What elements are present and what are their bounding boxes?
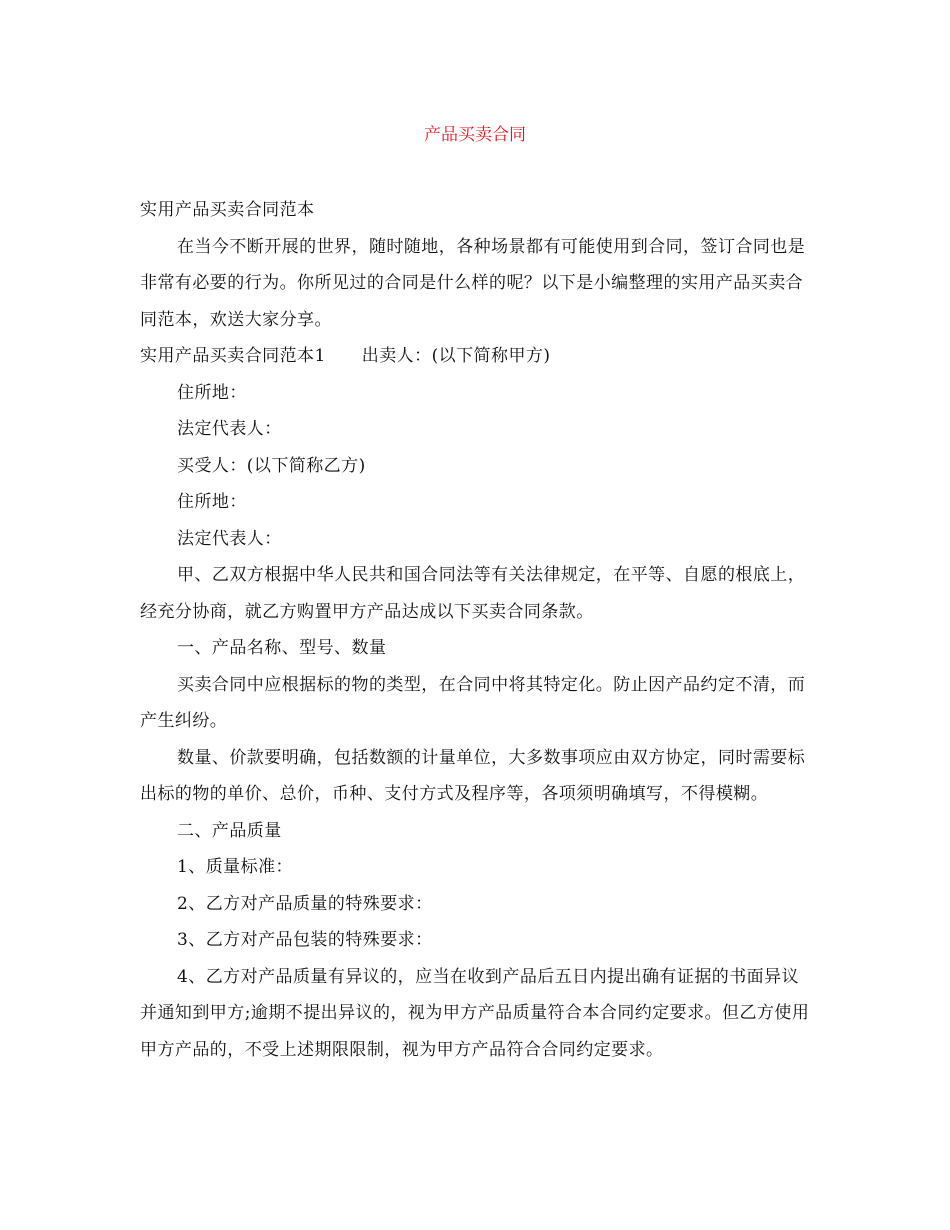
sample-heading-line — [140, 338, 812, 375]
intro-paragraph: 在当今不断开展的世界，随时随地，各种场景都有可能使用到合同，签订合同也是非常有必要的行为。你所见过的合同是什么样的呢？以下是小编整理的实用产品买卖合同范本，欢送大家分享。 — [140, 236, 806, 330]
buyer-label: 买受人：(以下简称乙方) — [177, 455, 366, 476]
seller-representative: 法定代表人： — [177, 419, 282, 439]
section-1-paragraph-2: 数量、价款要明确，包括数额的计量单位，大多数事项应由双方协定，同时需要标出标的物的单价、总价，币种、支付方式及程序等，各项须明确填写，不得模糊。 — [140, 747, 806, 804]
section-2-item-2: 2、乙方对产品质量的特殊要求： — [177, 893, 433, 914]
buyer-representative: 法定代表人： — [177, 528, 282, 549]
preamble-paragraph: 甲、乙双方根据中华人民共和国合同法等有关法律规定，在平等、自愿的根底上，经充分协商，就乙方购置甲方产品达成以下买卖合同条款。 — [140, 565, 806, 622]
section-2-item-1: 1、质量标准： — [177, 857, 293, 877]
document-body — [140, 192, 812, 1068]
sample-heading: 实用产品买卖合同范本1 — [140, 346, 326, 366]
section-1-paragraph-1: 买卖合同中应根据标的物的类型，在合同中将其特定化。防止因产品约定不清，而产生纠纷。 — [140, 674, 806, 731]
document-subtitle: 实用产品买卖合同范本 — [140, 200, 315, 220]
section-2-item-3: 3、乙方对产品包装的特殊要求： — [177, 930, 433, 950]
section-1-heading: 一、产品名称、型号、数量 — [177, 638, 387, 658]
section-2-item-4: 4、乙方对产品质量有异议的，应当在收到产品后五日内提出确有证据的书面异议并通知到甲方;逾期不提出异议的，视为甲方产品质量符合本合同约定要求。但乙方使用甲方产品的，不受上述期限限制，视为甲方产品符合合同约定要求。 — [140, 966, 810, 1060]
section-2-heading: 二、产品质量 — [177, 820, 282, 841]
seller-address: 住所地： — [177, 382, 247, 403]
buyer-address: 住所地： — [177, 492, 247, 512]
seller-label: 出卖人：(以下简称甲方) — [361, 346, 551, 366]
document-title: 产品买卖合同 — [424, 125, 526, 145]
